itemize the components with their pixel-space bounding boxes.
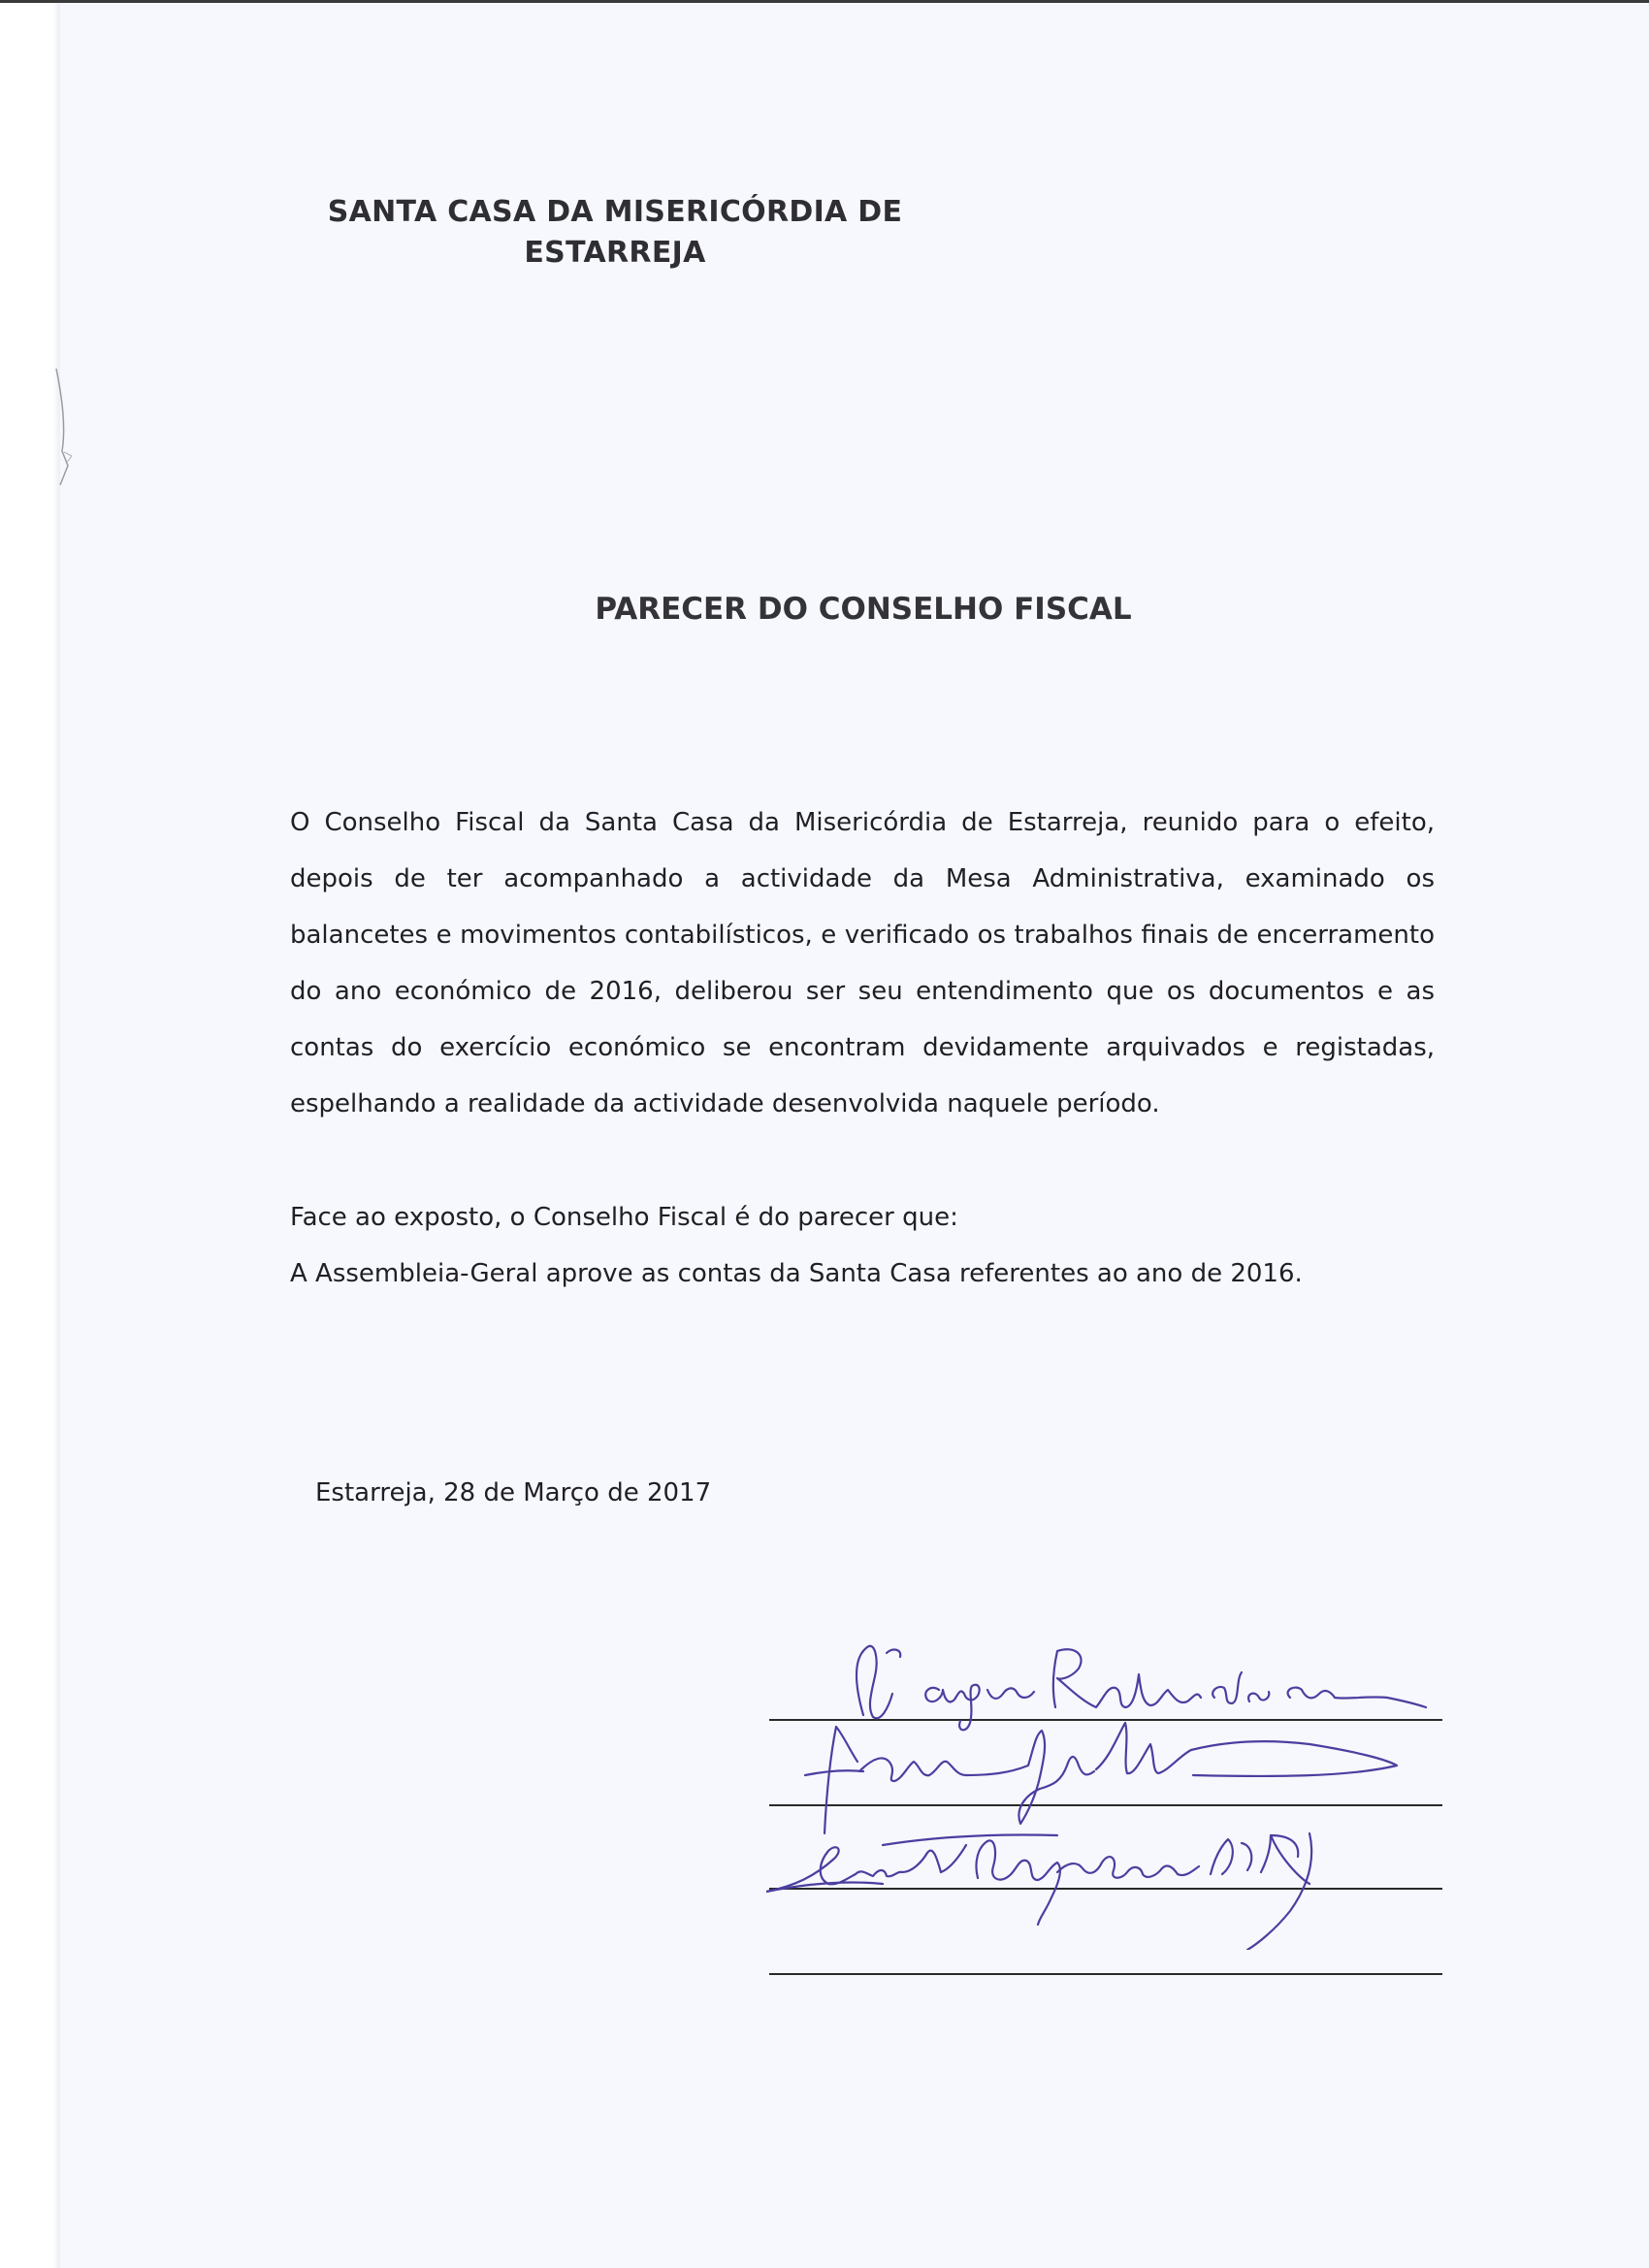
handwritten-signatures — [766, 1630, 1465, 1950]
paper-tear-mark — [50, 359, 89, 504]
scan-left-margin — [0, 0, 60, 2268]
conclusion-intro: Face ao exposto, o Conselho Fiscal é do parecer que: — [290, 1203, 958, 1232]
signature-3 — [766, 1833, 1311, 1950]
body-paragraph: O Conselho Fiscal da Santa Casa da Misericórdia de Estarreja, reunido para o efeito, depois de ter acompanhado a actividade da Mesa Administrativa, examinado os balancetes e movimentos contabilísticos, e verificado os trabalhos finais de encerramento do ano económico de 2016, deliberou ser seu entendimento que os documentos e as contas do exercício económico se encontram devidamente arquivados e registadas, espelhando a realidade da actividade desenvolvida naquele período. — [290, 808, 1435, 1118]
signature-line-4 — [769, 1973, 1442, 1975]
organization-name — [324, 192, 906, 274]
organization-name-line-2: ESTARREJA — [524, 236, 706, 270]
conclusion-statement: A Assembleia-Geral aprove as contas da Santa Casa referentes ao ano de 2016. — [290, 1259, 1303, 1288]
conclusion-block — [290, 1189, 1435, 1302]
date-place: Estarreja, 28 de Março de 2017 — [315, 1478, 712, 1507]
scan-top-edge — [0, 0, 1649, 3]
document-title: PARECER DO CONSELHO FISCAL — [595, 592, 1132, 627]
signature-1 — [857, 1646, 1426, 1731]
organization-name-line-1: SANTA CASA DA MISERICÓRDIA DE — [327, 195, 903, 229]
signature-2 — [805, 1723, 1397, 1833]
